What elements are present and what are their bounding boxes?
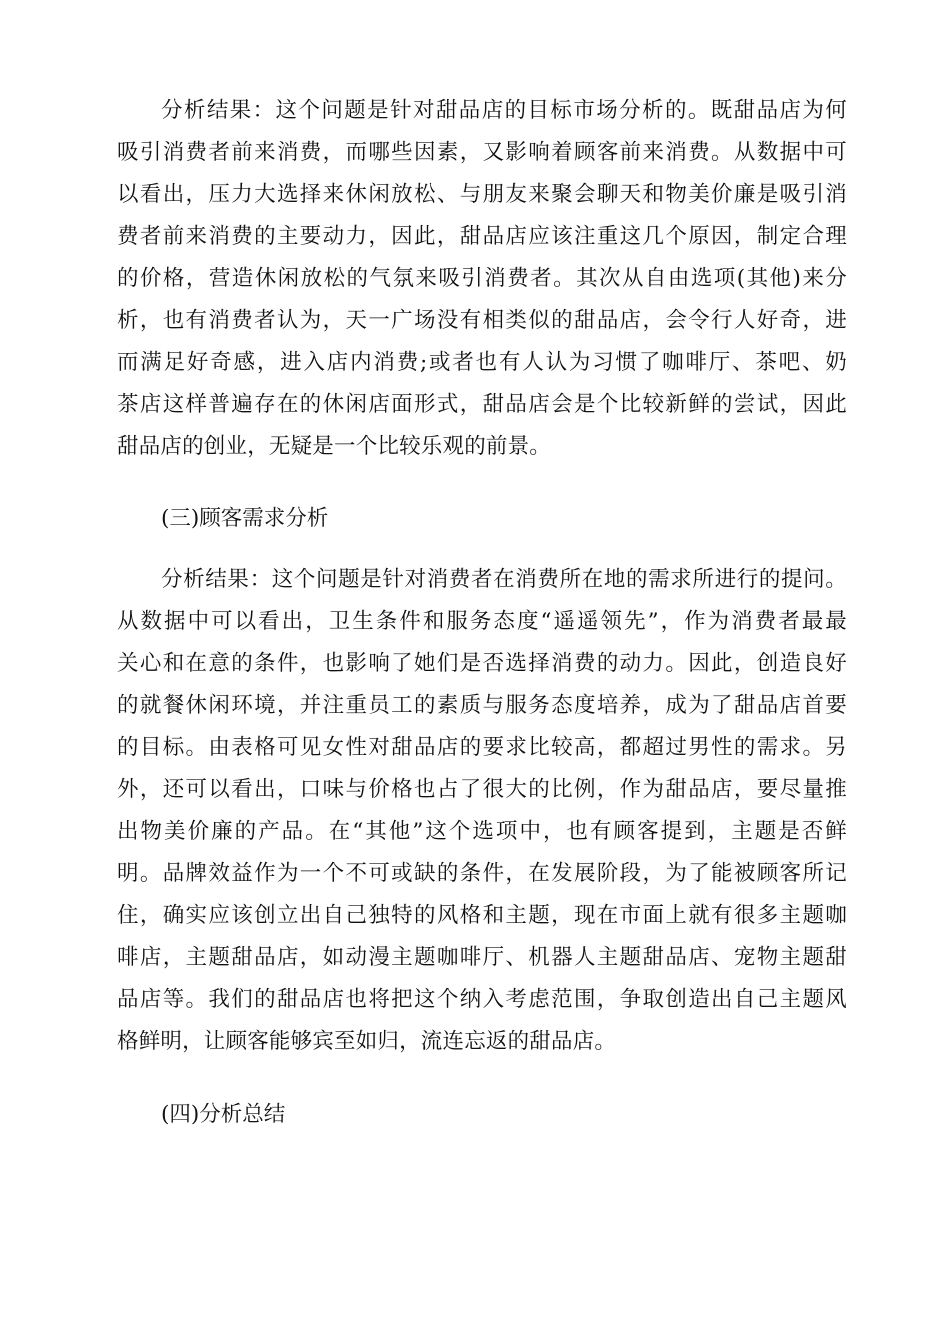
paragraph-line: 吸引消费者前来消费，而哪些因素，又影响着顾客前来消费。从数据中可	[117, 140, 847, 165]
paragraph-line: 住，确实应该创立出自己独特的风格和主题，现在市面上就有很多主题咖	[117, 903, 847, 928]
paragraph-line: 茶店这样普遍存在的休闲店面形式，甜品店会是个比较新鲜的尝试，因此	[117, 392, 847, 417]
paragraph-line: 分析结果：这个问题是针对甜品店的目标市场分析的。既甜品店为何	[161, 98, 847, 123]
paragraph-line: 外，还可以看出，口味与价格也占了很大的比例，作为甜品店，要尽量推	[117, 777, 847, 802]
paragraph-target-market	[117, 90, 847, 468]
section-heading-summary: (四)分析总结	[161, 1102, 286, 1127]
paragraph-line: 的目标。由表格可见女性对甜品店的要求比较高，都超过男性的需求。另	[117, 735, 847, 760]
paragraph-customer-needs	[117, 559, 847, 1063]
paragraph-line: 关心和在意的条件，也影响了她们是否选择消费的动力。因此，创造良好	[117, 651, 847, 676]
paragraph-line: 格鲜明，让顾客能够宾至如归，流连忘返的甜品店。	[117, 1029, 617, 1054]
paragraph-line: 分析结果：这个问题是针对消费者在消费所在地的需求所进行的提问。	[161, 567, 847, 592]
paragraph-line: 的就餐休闲环境，并注重员工的素质与服务态度培养，成为了甜品店首要	[117, 693, 847, 718]
section-heading-customer-needs: (三)顾客需求分析	[161, 506, 329, 531]
paragraph-line: 费者前来消费的主要动力，因此，甜品店应该注重这几个原因，制定合理	[117, 224, 847, 249]
paragraph-line: 明。品牌效益作为一个不可或缺的条件，在发展阶段，为了能被顾客所记	[117, 861, 847, 886]
paragraph-line: 的价格，营造休闲放松的气氛来吸引消费者。其次从自由选项(其他)来分	[117, 266, 847, 291]
paragraph-line: 析，也有消费者认为，天一广场没有相类似的甜品店，会令行人好奇，进	[117, 308, 847, 333]
paragraph-line: 而满足好奇感，进入店内消费;或者也有人认为习惯了咖啡厅、茶吧、奶	[117, 350, 847, 375]
paragraph-line: 品店等。我们的甜品店也将把这个纳入考虑范围，争取创造出自己主题风	[117, 987, 847, 1012]
paragraph-line: 出物美价廉的产品。在“其他”这个选项中，也有顾客提到，主题是否鲜	[117, 819, 847, 844]
paragraph-line: 甜品店的创业，无疑是一个比较乐观的前景。	[117, 434, 552, 459]
paragraph-line: 以看出，压力大选择来休闲放松、与朋友来聚会聊天和物美价廉是吸引消	[117, 182, 847, 207]
paragraph-line: 啡店，主题甜品店，如动漫主题咖啡厅、机器人主题甜品店、宠物主题甜	[117, 945, 847, 970]
paragraph-line: 从数据中可以看出，卫生条件和服务态度“遥遥领先”，作为消费者最最	[117, 609, 847, 634]
